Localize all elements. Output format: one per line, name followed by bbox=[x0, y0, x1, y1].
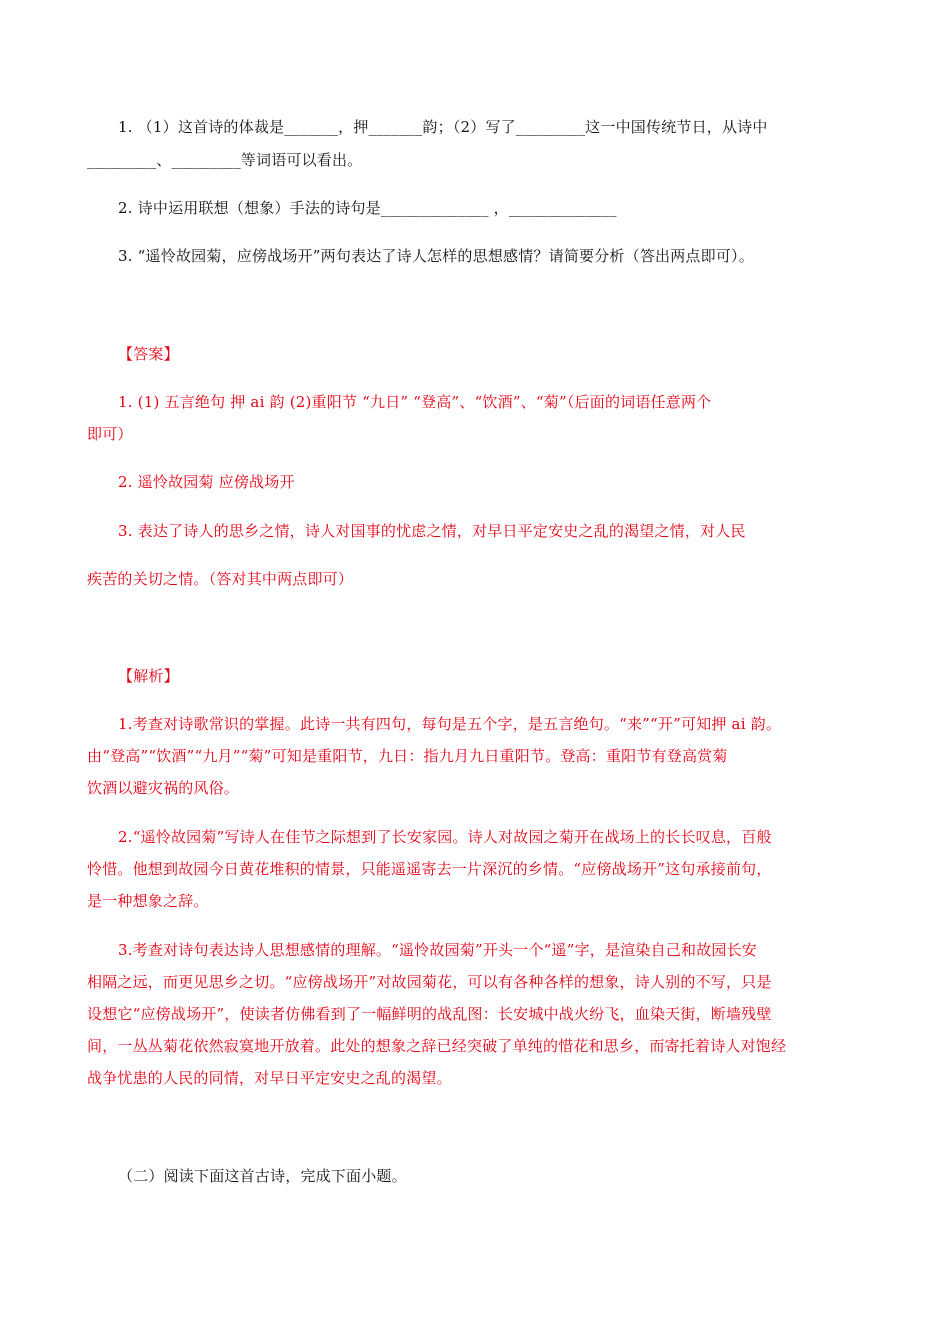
analysis-1-line-2: 由“登高”“饮酒”“九月”“菊”可知是重阳节，九日：指九月九日重阳节。登高：重阳节有登高赏菊 bbox=[87, 747, 728, 765]
analysis-3-line-5: 战争忧患的人民的同情，对早日平定安史之乱的渴望。 bbox=[87, 1069, 452, 1087]
answer-3-line-2: 疾苦的关切之情。（答对其中两点即可） bbox=[87, 570, 354, 588]
analysis-3-line-4: 间，一丛丛菊花依然寂寞地开放着。此处的想象之辞已经突破了单纯的惜花和思乡，而寄托着诗人对饱经 bbox=[87, 1037, 787, 1055]
next-section-heading: （二）阅读下面这首古诗，完成下面小题。 bbox=[118, 1167, 407, 1185]
analysis-2-line-2: 怜惜。他想到故园今日黄花堆积的情景，只能遥遥寄去一片深沉的乡情。“应傍战场开”这句承接前句， bbox=[87, 860, 772, 878]
analysis-1-line-1: 1.考查对诗歌常识的掌握。此诗一共有四句，每句是五个字，是五言绝句。“来”“开”可知押 ai 韵。 bbox=[118, 715, 782, 733]
analysis-2-line-3: 是一种想象之辞。 bbox=[87, 892, 209, 910]
answer-3-line-1: 3. 表达了诗人的思乡之情，诗人对国事的忧虑之情，对早日平定安史之乱的渴望之情，对人民 bbox=[118, 522, 746, 540]
analysis-3-line-1: 3.考查对诗句表达诗人思想感情的理解。“遥怜故园菊”开头一个“遥”字，是渲染自己和故园长安 bbox=[118, 941, 757, 959]
answer-heading: 【答案】 bbox=[118, 345, 179, 363]
question-2: 2. 诗中运用联想（想象）手法的诗句是______________ ，______________ bbox=[118, 199, 617, 217]
analysis-3-line-3: 设想它“应傍战场开”，使读者仿佛看到了一幅鲜明的战乱图：长安城中战火纷飞，血染天街，断墙残壁 bbox=[87, 1005, 772, 1023]
analysis-1-line-3: 饮酒以避灾祸的风俗。 bbox=[87, 779, 240, 797]
question-1-line-2: _________、_________等词语可以看出。 bbox=[87, 151, 363, 169]
answer-1-line-2: 即可） bbox=[87, 425, 133, 443]
analysis-2-line-1: 2.“遥怜故园菊”写诗人在佳节之际想到了长安家园。诗人对故园之菊开在战场上的长长叹息，百般 bbox=[118, 828, 772, 846]
analysis-3-line-2: 相隔之远，而更见思乡之切。“应傍战场开”对故园菊花，可以有各种各样的想象，诗人别的不写，只是 bbox=[87, 973, 772, 991]
answer-2: 2. 遥怜故园菊 应傍战场开 bbox=[118, 473, 295, 491]
question-1-line-1: 1. （1）这首诗的体裁是_______，押_______韵；（2）写了_________这一中国传统节日，从诗中 bbox=[118, 118, 768, 136]
analysis-heading: 【解析】 bbox=[118, 667, 179, 685]
answer-1-line-1: 1. (1) 五言绝句 押 ai 韵 (2)重阳节 “九日” “登高”、“饮酒”、“菊”（后面的词语任意两个 bbox=[118, 393, 712, 411]
question-3: 3. “遥怜故园菊，应傍战场开”两句表达了诗人怎样的思想感情？请简要分析（答出两点即可）。 bbox=[118, 247, 754, 265]
